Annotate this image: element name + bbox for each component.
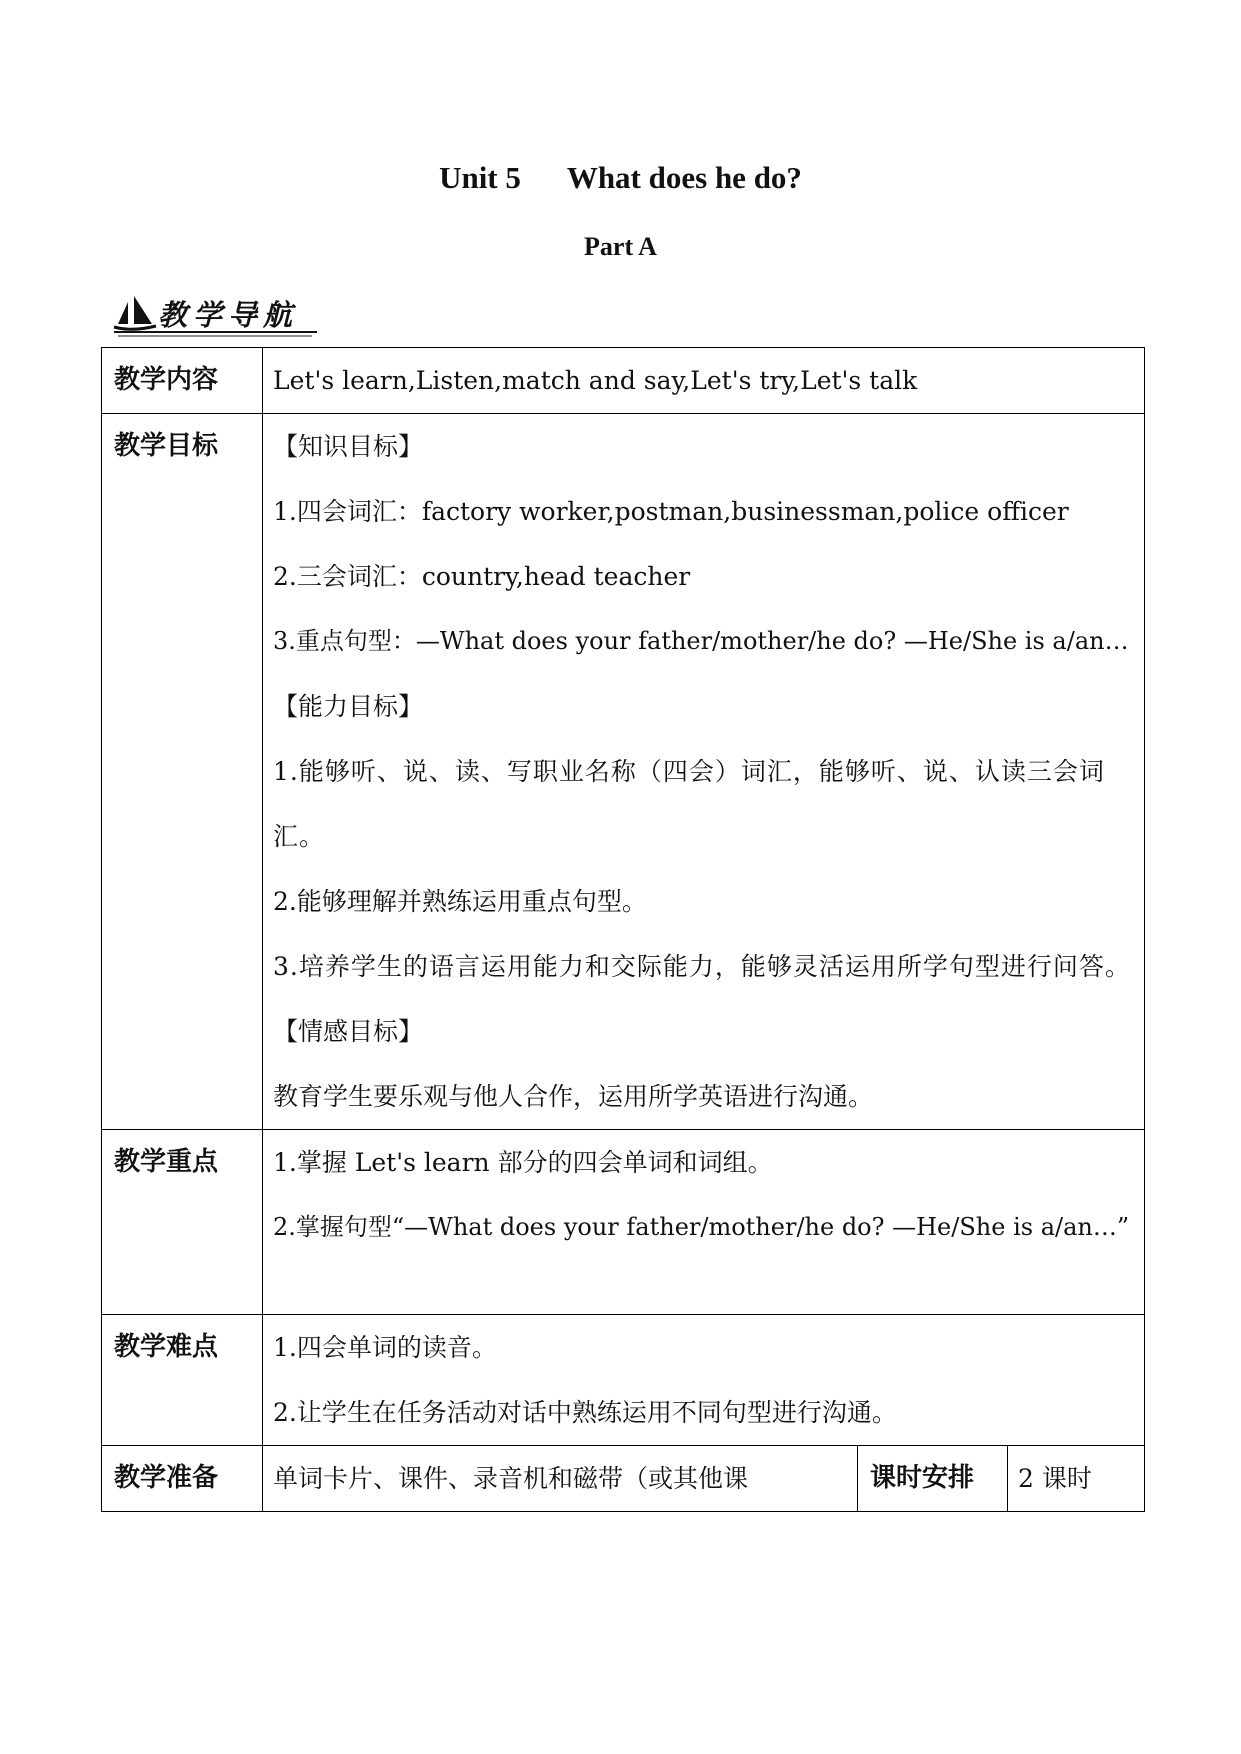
- difficulties-value: [263, 1315, 1145, 1446]
- content-value: [263, 348, 1145, 414]
- ability-item: 3.培养学生的语言运用能力和交际能力，能够灵活运用所学句型进行问答。: [273, 952, 1131, 981]
- row-label-content: 教学内容: [102, 348, 263, 414]
- key-point-item: 1.掌握 Let's learn 部分的四会单词和词组。: [273, 1148, 773, 1177]
- row-label-key-points: 教学重点: [102, 1130, 263, 1315]
- row-label-objectives: 教学目标: [102, 414, 263, 1130]
- ability-item: 1.能够听、说、读、写职业名称（四会）词汇，能够听、说、认读三会词汇。: [273, 757, 1105, 851]
- ability-heading: 【能力目标】: [273, 692, 424, 721]
- preparation-text: 单词卡片、课件、录音机和磁带（或其他课: [273, 1464, 749, 1493]
- row-label-difficulties: 教学难点: [102, 1315, 263, 1446]
- emotion-heading: 【情感目标】: [273, 1017, 424, 1046]
- teaching-nav-banner: [112, 290, 322, 338]
- lesson-plan-table: [101, 347, 1145, 1512]
- nav-banner-text: 教学导航: [158, 298, 299, 332]
- knowledge-heading: 【知识目标】: [273, 432, 424, 461]
- table-row-key-points: [102, 1130, 1145, 1315]
- knowledge-item: 2.三会词汇：country,head teacher: [273, 562, 691, 591]
- page-title: Unit 5 What does he do?: [439, 160, 802, 195]
- difficulty-item: 2.让学生在任务活动对话中熟练运用不同句型进行沟通。: [273, 1398, 897, 1427]
- spacer: [273, 1260, 1134, 1314]
- content-text: Let's learn,Listen,match and say,Let's try,Let's talk: [273, 366, 918, 395]
- table-row-objectives: [102, 414, 1145, 1130]
- key-point-item: 2.掌握句型“—What does your father/mother/he do? —He/She is a/an…”: [273, 1213, 1130, 1241]
- row-label-preparation: 教学准备: [102, 1446, 263, 1512]
- table-row-preparation: [102, 1446, 1145, 1512]
- difficulty-item: 1.四会单词的读音。: [273, 1333, 497, 1362]
- preparation-value: [263, 1446, 858, 1512]
- knowledge-item: 3.重点句型：—What does your father/mother/he do? —He/She is a/an…: [273, 627, 1129, 655]
- emotion-item: 教育学生要乐观与他人合作，运用所学英语进行沟通。: [273, 1082, 874, 1111]
- schedule-value: 2 课时: [1008, 1446, 1145, 1512]
- page-subtitle: Part A: [584, 232, 657, 261]
- ability-item: 2.能够理解并熟练运用重点句型。: [273, 887, 647, 916]
- key-points-value: [263, 1130, 1145, 1315]
- schedule-label: 课时安排: [858, 1446, 1008, 1512]
- table-row-content: [102, 348, 1145, 414]
- objectives-value: [263, 414, 1145, 1130]
- table-row-difficulties: [102, 1315, 1145, 1446]
- knowledge-item: 1.四会词汇：factory worker,postman,businessman,police officer: [273, 497, 1069, 526]
